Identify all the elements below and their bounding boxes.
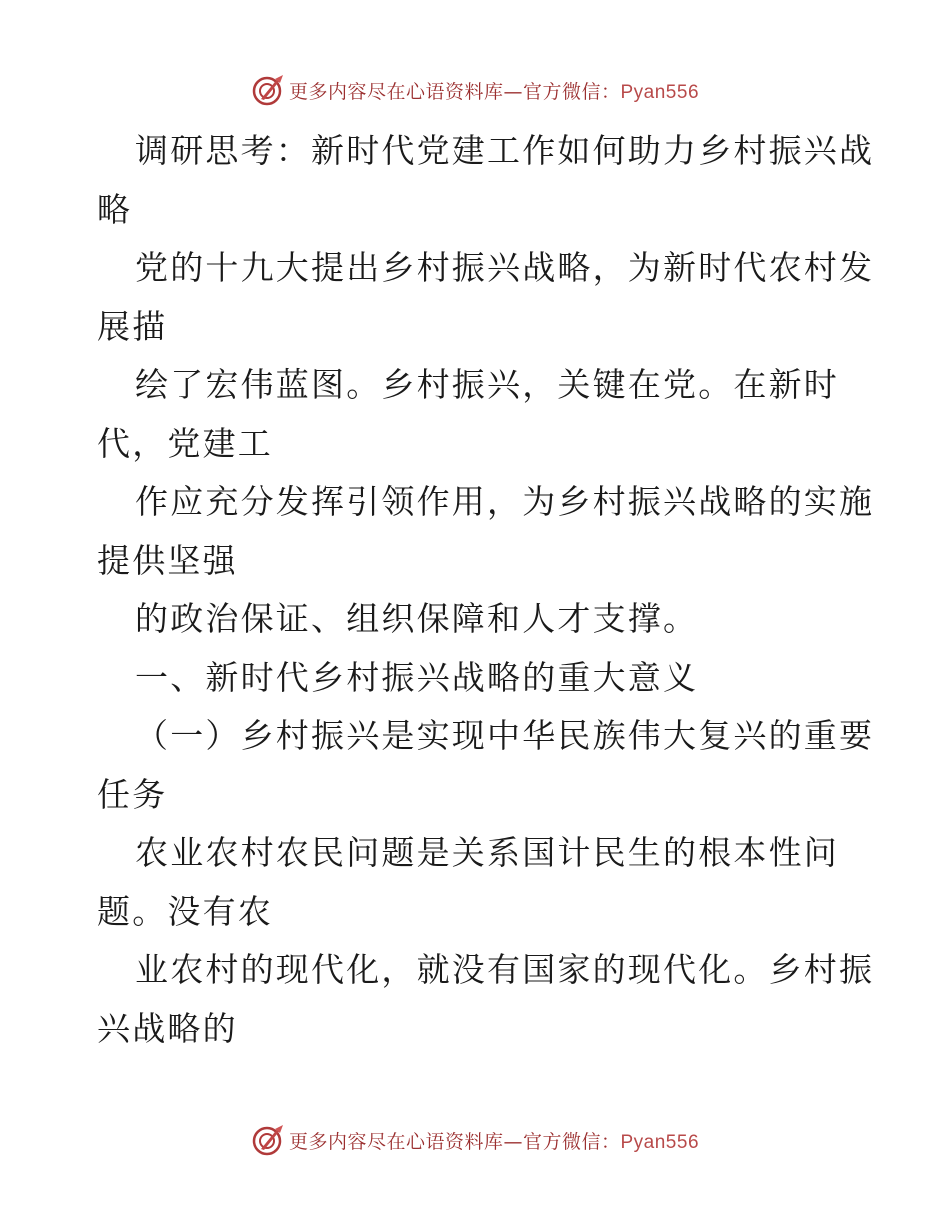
text-line: 绘了宏伟蓝图。乡村振兴，关键在党。在新时 xyxy=(135,365,839,404)
quill-pen-logo-icon xyxy=(251,73,285,107)
text-line: 调研思考：新时代党建工作如何助力乡村振兴战 xyxy=(135,131,875,170)
wechat-id: Pyan556 xyxy=(620,1131,700,1153)
banner-text: 更多内容尽在心语资料库—官方微信： xyxy=(288,1130,621,1153)
text-line: 党的十九大提出乡村振兴战略，为新时代农村发 xyxy=(135,248,875,287)
text-line: 任务 xyxy=(97,774,168,814)
text-line: 代，党建工 xyxy=(97,423,273,463)
text-line: 兴战略的 xyxy=(97,1008,238,1048)
text-line: 展描 xyxy=(97,306,168,346)
text-line: 提供坚强 xyxy=(97,540,238,580)
banner-text: 更多内容尽在心语资料库—官方微信： xyxy=(288,80,621,103)
wechat-id: Pyan556 xyxy=(620,81,700,103)
text-line: 业农村的现代化，就没有国家的现代化。乡村振 xyxy=(135,950,875,989)
text-line: 题。没有农 xyxy=(97,891,273,931)
text-line: 略 xyxy=(97,189,133,229)
text-line: 作应充分发挥引领作用，为乡村振兴战略的实施 xyxy=(135,482,875,521)
text-line: （一）乡村振兴是实现中华民族伟大复兴的重要 xyxy=(135,716,875,755)
quill-pen-logo-icon xyxy=(251,1123,285,1157)
document-body xyxy=(97,122,875,1058)
text-line: 一、新时代乡村振兴战略的重大意义 xyxy=(135,657,699,697)
text-line: 的政治保证、组织保障和人才支撑。 xyxy=(135,599,699,638)
footer-banner xyxy=(0,1120,950,1160)
header-banner xyxy=(0,70,950,110)
text-line: 农业农村农民问题是关系国计民生的根本性问 xyxy=(135,833,839,872)
